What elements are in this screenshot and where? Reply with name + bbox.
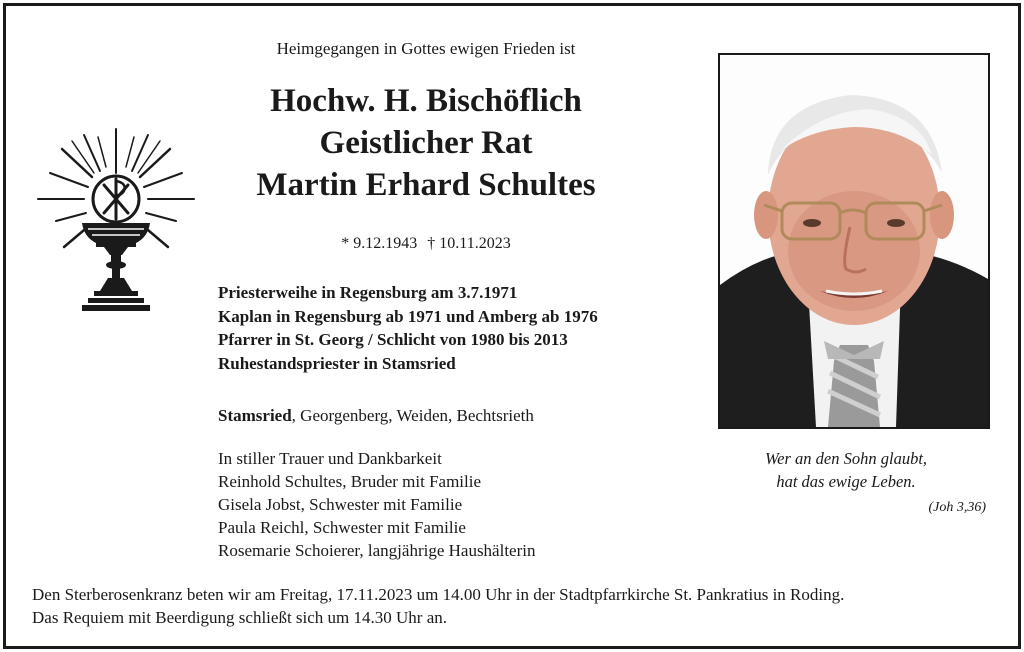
name-line-2: Geistlicher Rat xyxy=(319,125,533,161)
places-line xyxy=(218,406,534,426)
mourner-item: Paula Reichl, Schwester mit Familie xyxy=(218,518,466,537)
obituary-card xyxy=(3,3,1021,649)
career-list xyxy=(218,281,598,375)
service-line: Das Requiem mit Beerdigung schließt sich um 14.30 Uhr an. xyxy=(32,608,448,627)
place-rest: , Georgenberg, Weiden, Bechtsrieth xyxy=(291,406,534,425)
career-item: Kaplan in Regensburg ab 1971 und Amberg ab 1976 xyxy=(218,306,598,326)
life-dates xyxy=(226,235,626,253)
career-item: Priesterweihe in Regensburg am 3.7.1971 xyxy=(218,283,518,302)
mourner-item: Reinhold Schultes, Bruder mit Familie xyxy=(218,472,482,491)
death-date: † 10.11.2023 xyxy=(427,235,511,252)
quote-reference: (Joh 3,36) xyxy=(928,500,986,515)
career-item: Pfarrer in St. Georg / Schlicht von 1980 bis 2013 xyxy=(218,330,568,349)
bible-quote xyxy=(696,447,996,493)
mourner-item: Rosemarie Schoierer, langjährige Haushälterin xyxy=(218,541,536,560)
portrait-photo xyxy=(718,53,990,429)
mourner-item: Gisela Jobst, Schwester mit Familie xyxy=(218,495,463,514)
service-line: Den Sterberosenkranz beten wir am Freitag, 17.11.2023 um 14.00 Uhr in der Stadtpfarrkirche St. Pankratius in Roding. xyxy=(32,585,845,604)
chalice-icon xyxy=(34,121,199,321)
quote-line: hat das ewige Leben. xyxy=(776,472,916,491)
mourners-list xyxy=(218,447,535,562)
birth-date: * 9.12.1943 xyxy=(341,235,418,252)
career-item: Ruhestandspriester in Stamsried xyxy=(218,353,456,373)
mourners-intro: In stiller Trauer und Dankbarkeit xyxy=(218,449,442,468)
name-line-3: Martin Erhard Schultes xyxy=(256,167,596,203)
header-text: Heimgegangen in Gottes ewigen Frieden ist xyxy=(276,39,576,58)
deceased-name xyxy=(196,80,656,206)
quote-line: Wer an den Sohn glaubt, xyxy=(764,449,928,468)
name-line-1: Hochw. H. Bischöflich xyxy=(270,83,582,119)
service-info xyxy=(32,583,844,629)
place-main: Stamsried xyxy=(218,406,292,425)
